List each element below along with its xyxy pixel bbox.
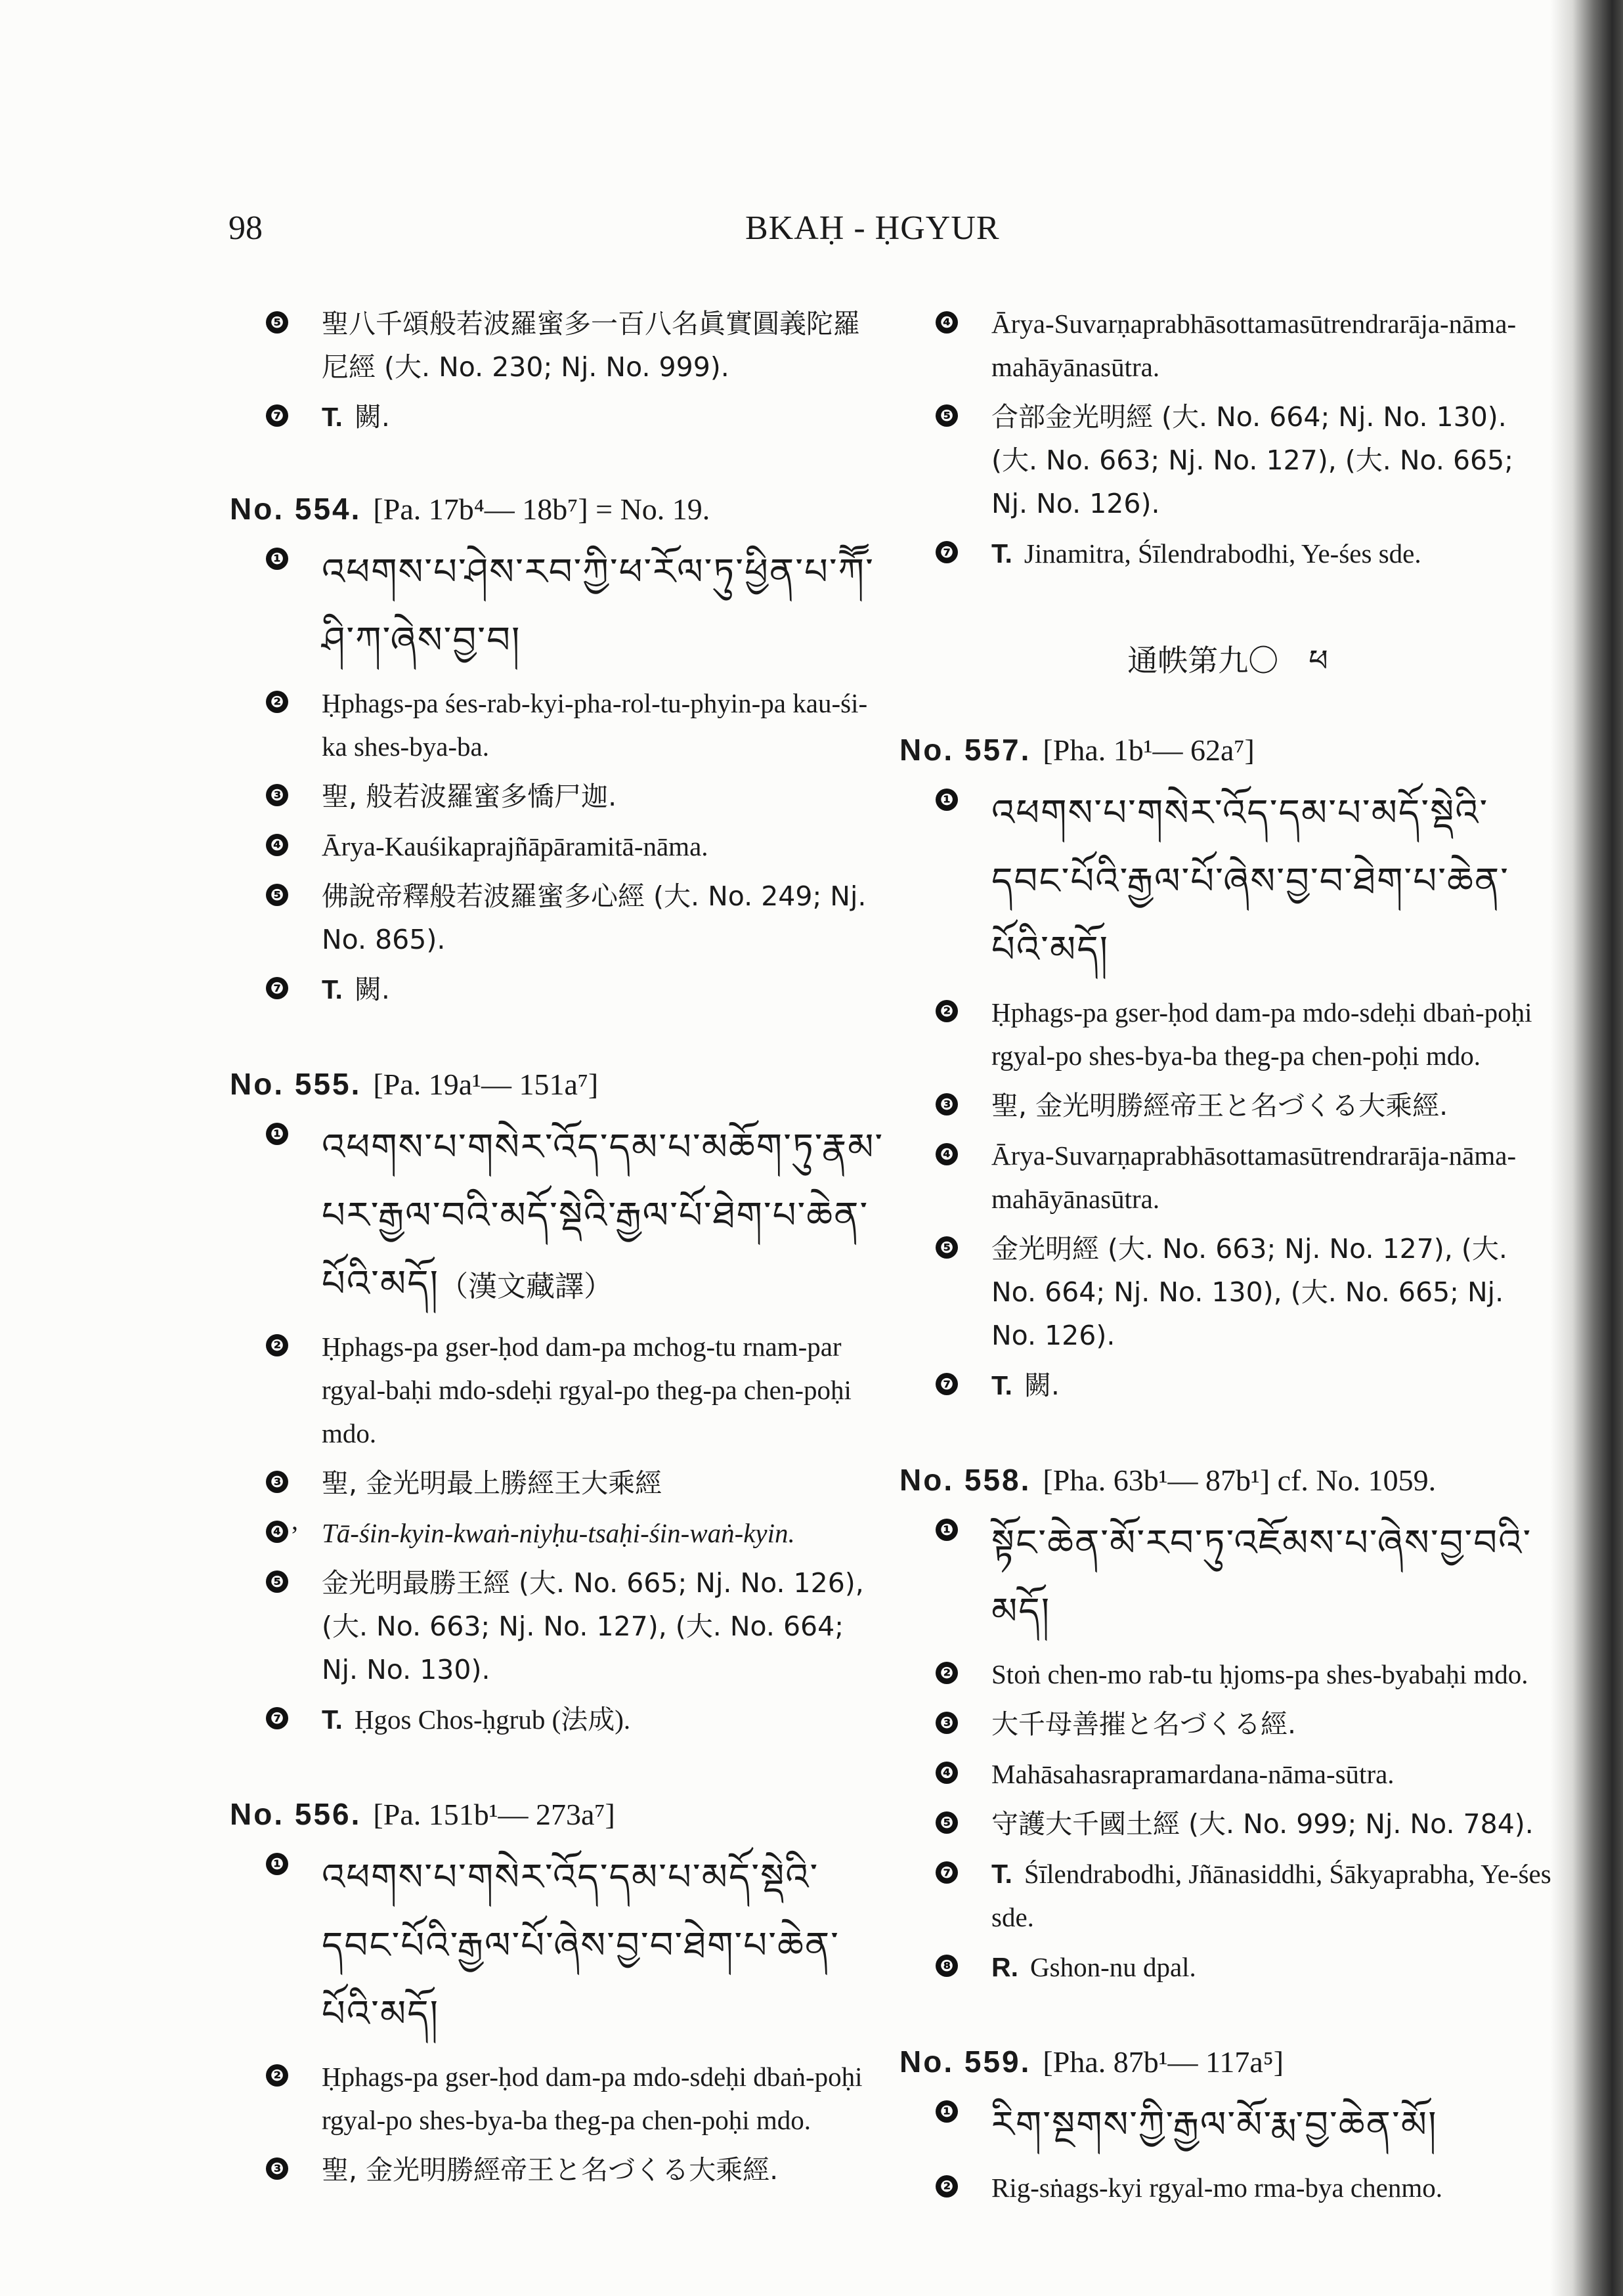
- circled-number-icon: ❺: [936, 404, 958, 427]
- page-number: 98: [228, 209, 263, 247]
- item-text: 聖, 金光明勝經帝王と名づくる大乘經.: [991, 1090, 1448, 1121]
- entry-number: No. 556.: [230, 1797, 362, 1831]
- circled-number-icon: ❺: [266, 1570, 288, 1593]
- circled-number-icon: ❼: [936, 1373, 958, 1395]
- entry-reference: [Pha. 87b¹— 117a⁵]: [1043, 2045, 1284, 2079]
- catalog-entry: [230, 1796, 886, 2192]
- circled-number-icon: ❸: [266, 1471, 288, 1493]
- circled-number-icon: ❷: [936, 2175, 958, 2198]
- catalog-entry: [230, 491, 886, 1011]
- item-text: 闕.: [354, 974, 390, 1005]
- tibetan-title: འཕགས་པ་གསེར་འོད་དམ་པ་མདོ་སྡེའི་དབང་པོའི་རྒྱལ་པོ་ཞེས་བྱ་བ་ཐེག་པ་ཆེན་པོའི་མདོ།: [322, 1856, 840, 2035]
- circled-number-icon: ❸: [936, 1712, 958, 1734]
- list-item: [230, 538, 886, 675]
- circled-number-icon: ❼: [936, 541, 958, 563]
- item-text: Gshon-nu dpal.: [1030, 1952, 1196, 1982]
- tibetan-title: སྟོང་ཆེན་མོ་རབ་ཏུ་འཇོམས་པ་ཞེས་བྱ་བའི་མདོ།: [991, 1522, 1532, 1633]
- entry-heading: [899, 2044, 1556, 2079]
- circled-number-icon: ❺: [936, 1811, 958, 1834]
- entry-reference: [Pa. 151b¹— 273a⁷]: [373, 1798, 615, 1831]
- item-text: Stoṅ chen-mo rab-tu ḥjoms-pa shes-byabaḥi mdo.: [991, 1659, 1528, 1689]
- circled-number-icon: ❺: [266, 884, 288, 906]
- list-item: [230, 825, 886, 868]
- left-column: [230, 302, 886, 2201]
- circled-number-icon: ❷: [936, 1662, 958, 1684]
- item-text: 聖, 金光明最上勝經王大乘經: [322, 1467, 662, 1499]
- entry-reference: [Pa. 19a¹— 151a⁷]: [373, 1068, 599, 1101]
- list-item: [899, 779, 1556, 984]
- item-text: Tā-śin-kyin-kwaṅ-niyḥu-tsaḥi-śin-waṅ-kyin.: [322, 1518, 795, 1548]
- reviser-label: R.: [991, 1952, 1018, 1982]
- entry-reference: [Pha. 1b¹— 62a⁷]: [1043, 733, 1255, 767]
- catalog-entry: [899, 732, 1556, 1407]
- list-item: [899, 395, 1556, 525]
- list-item: [230, 302, 886, 389]
- entry-number: No. 554.: [230, 492, 362, 526]
- entry-number: No. 557.: [899, 733, 1031, 767]
- circled-number-icon: ❸: [936, 1093, 958, 1116]
- item-text: 聖, 般若波羅蜜多憍尸迦.: [322, 781, 617, 812]
- item-text: Śīlendrabodhi, Jñānasiddhi, Śākyaprabha, Ye-śes sde.: [991, 1859, 1551, 1932]
- list-item: [230, 1698, 886, 1741]
- item-text: Rig-sṅags-kyi rgyal-mo rma-bya chenmo.: [991, 2173, 1442, 2203]
- list-item: [899, 1084, 1556, 1127]
- circled-number-icon: ❼: [266, 1707, 288, 1729]
- list-item: [899, 1945, 1556, 1989]
- circled-number-icon: ❹: [936, 1143, 958, 1165]
- circled-number-icon: ❷: [936, 1000, 958, 1022]
- item-text: Ḥgos Chos-ḥgrub (法成).: [354, 1704, 631, 1735]
- tibetan-title: འཕགས་པ་གསེར་འོད་དམ་པ་མཆོག་ཏུ་རྣམ་པར་རྒྱལ་བའི་མདོ་སྡེའི་རྒྱལ་པོ་ཐེག་པ་ཆེན་པོའི་མདོ།: [322, 1126, 884, 1305]
- item-text: Jinamitra, Śīlendrabodhi, Ye-śes sde.: [1024, 538, 1421, 569]
- list-item: [230, 1114, 886, 1318]
- list-item: [230, 775, 886, 818]
- circled-number-icon: ❸: [266, 784, 288, 806]
- circled-number-icon: ❼: [266, 404, 288, 427]
- circled-number-icon: ❶: [936, 789, 958, 811]
- item-text: 聖八千頌般若波羅蜜多一百八名眞實圓義陀羅尼經 (大. No. 230; Nj. No. 999).: [322, 308, 860, 383]
- item-text: Mahāsahasrapramardana-nāma-sūtra.: [991, 1759, 1395, 1789]
- list-item: [230, 2148, 886, 2192]
- item-text: Ārya-Suvarṇaprabhāsottamasūtrendrarāja-nāma-mahāyānasūtra.: [991, 309, 1517, 382]
- translator-label: T.: [322, 1704, 343, 1735]
- item-text: 闕.: [1024, 1370, 1060, 1401]
- translator-label: T.: [991, 538, 1012, 569]
- entry-heading: [230, 1796, 886, 1832]
- list-item: [899, 1134, 1556, 1221]
- list-item: [899, 532, 1556, 575]
- list-item: [899, 1702, 1556, 1746]
- list-item: [899, 1653, 1556, 1696]
- item-text: Ḥphags-pa gser-ḥod dam-pa mdo-sdeḥi dbaṅ-poḥi rgyal-po shes-bya-ba theg-pa chen-poḥi mdo.: [322, 2062, 863, 2135]
- circled-number-icon: ❶: [266, 1123, 288, 1145]
- item-text: Ḥphags-pa śes-rab-kyi-pha-rol-tu-phyin-pa kau-śi-ka shes-bya-ba.: [322, 688, 868, 762]
- list-item: [230, 682, 886, 768]
- circled-number-icon: ❼: [266, 977, 288, 999]
- item-text: 聖, 金光明勝經帝王と名づくる大乘經.: [322, 2154, 779, 2186]
- list-item: [899, 1227, 1556, 1357]
- circled-number-icon: ❹: [936, 1762, 958, 1784]
- list-item: [230, 875, 886, 961]
- right-column: [899, 302, 1556, 2219]
- item-text: Ḥphags-pa gser-ḥod dam-pa mchog-tu rnam-par rgyal-baḥi mdo-sdeḥi rgyal-po theg-pa chen-poḥi mdo.: [322, 1332, 852, 1448]
- running-title: BKAḤ - ḤGYUR: [745, 209, 1000, 247]
- catalog-entry: [899, 1462, 1556, 1989]
- circled-number-icon: ❽: [936, 1955, 958, 1977]
- item-text: 合部金光明經 (大. No. 664; Nj. No. 130). (大. No. 663; Nj. No. 127), (大. No. 665; Nj. No. 126).: [991, 401, 1514, 519]
- item-text: 金光明最勝王經 (大. No. 665; Nj. No. 126), (大. No. 663; Nj. No. 127), (大. No. 664; Nj. No. 130).: [322, 1567, 864, 1685]
- circled-number-icon: ❺: [936, 1236, 958, 1259]
- book-spine-shadow: [1551, 0, 1623, 2296]
- entry-heading: [899, 732, 1556, 768]
- item-text: 大千母善摧と名づくる經.: [991, 1708, 1297, 1740]
- list-item: [230, 1325, 886, 1455]
- tibetan-title: འཕགས་པ་ཤེས་རབ་ཀྱི་ཕ་རོལ་ཏུ་ཕྱིན་པ་ཀཽ་ཤི་ཀ་ཞེས་བྱ་བ།: [322, 551, 875, 662]
- circled-number-icon: ❶: [266, 1853, 288, 1875]
- circled-number-icon: ❹: [936, 311, 958, 334]
- list-item: [899, 302, 1556, 389]
- entry-number: No. 559.: [899, 2045, 1031, 2079]
- catalog-entry: [230, 1066, 886, 1741]
- list-item: [899, 2091, 1556, 2159]
- list-item: [230, 2055, 886, 2142]
- section-title: 通帙第九〇 ཕ: [1127, 643, 1328, 678]
- item-text: Ārya-Suvarṇaprabhāsottamasūtrendrarāja-nāma-mahāyānasūtra.: [991, 1140, 1517, 1214]
- entry-number: No. 555.: [230, 1067, 362, 1101]
- list-item: [230, 395, 886, 439]
- list-item: [230, 1511, 886, 1555]
- translator-label: T.: [991, 1859, 1012, 1889]
- entry-heading: [230, 491, 886, 527]
- item-text: 闕.: [354, 401, 390, 433]
- circled-number-icon: ❶: [936, 2100, 958, 2123]
- item-text: 金光明經 (大. No. 663; Nj. No. 127), (大. No. 664; Nj. No. 130), (大. No. 665; Nj. No. 126).: [991, 1233, 1507, 1351]
- catalog-entry: [899, 2044, 1556, 2209]
- list-item: [899, 991, 1556, 1077]
- entry-number: No. 558.: [899, 1463, 1031, 1497]
- list-item: [230, 968, 886, 1011]
- item-text: 佛說帝釋般若波羅蜜多心經 (大. No. 249; Nj. No. 865).: [322, 880, 867, 955]
- circled-number-icon: ❹: [266, 834, 288, 856]
- item-text: 守護大千國土經 (大. No. 999; Nj. No. 784).: [991, 1808, 1534, 1840]
- circled-number-icon: ❷: [266, 691, 288, 713]
- circled-number-icon: ❶: [266, 548, 288, 570]
- circled-number-icon: ❹: [266, 1521, 288, 1543]
- list-item: [899, 1852, 1556, 1939]
- entry-heading: [230, 1066, 886, 1102]
- list-item: [230, 1561, 886, 1691]
- circled-number-icon: ❶: [936, 1519, 958, 1541]
- list-item: [230, 1462, 886, 1505]
- circled-number-icon: ❸: [266, 2157, 288, 2180]
- tibetan-title: རིག་སྔགས་ཀྱི་རྒྱལ་མོ་རྨ་བྱ་ཆེན་མོ།: [991, 2104, 1438, 2146]
- prime-mark: ’: [290, 1521, 299, 1550]
- translator-label: T.: [322, 974, 343, 1005]
- item-text: Ārya-Kauśikaprajñāpāramitā-nāma.: [322, 831, 708, 861]
- circled-number-icon: ❼: [936, 1861, 958, 1884]
- entry-heading: [899, 1462, 1556, 1498]
- circled-number-icon: ❷: [266, 2064, 288, 2087]
- list-item: [899, 2166, 1556, 2209]
- circled-number-icon: ❷: [266, 1334, 288, 1356]
- list-item: [899, 1802, 1556, 1846]
- translation-note: （漢文藏譯）: [439, 1270, 613, 1303]
- translator-label: T.: [322, 402, 343, 432]
- entry-reference: [Pa. 17b⁴— 18b⁷] = No. 19.: [373, 492, 710, 526]
- list-item: [899, 1509, 1556, 1646]
- entry-reference: [Pha. 63b¹— 87b¹] cf. No. 1059.: [1043, 1463, 1437, 1497]
- tibetan-title: འཕགས་པ་གསེར་འོད་དམ་པ་མདོ་སྡེའི་དབང་པོའི་རྒྱལ་པོ་ཞེས་བྱ་བ་ཐེག་པ་ཆེན་པོའི་མདོ།: [991, 792, 1509, 971]
- translator-label: T.: [991, 1370, 1012, 1400]
- circled-number-icon: ❺: [266, 311, 288, 334]
- item-text: Ḥphags-pa gser-ḥod dam-pa mdo-sdeḥi dbaṅ-poḥi rgyal-po shes-bya-ba theg-pa chen-poḥi mdo.: [991, 997, 1532, 1071]
- list-item: [230, 1844, 886, 2048]
- list-item: [899, 1752, 1556, 1796]
- list-item: [899, 1364, 1556, 1407]
